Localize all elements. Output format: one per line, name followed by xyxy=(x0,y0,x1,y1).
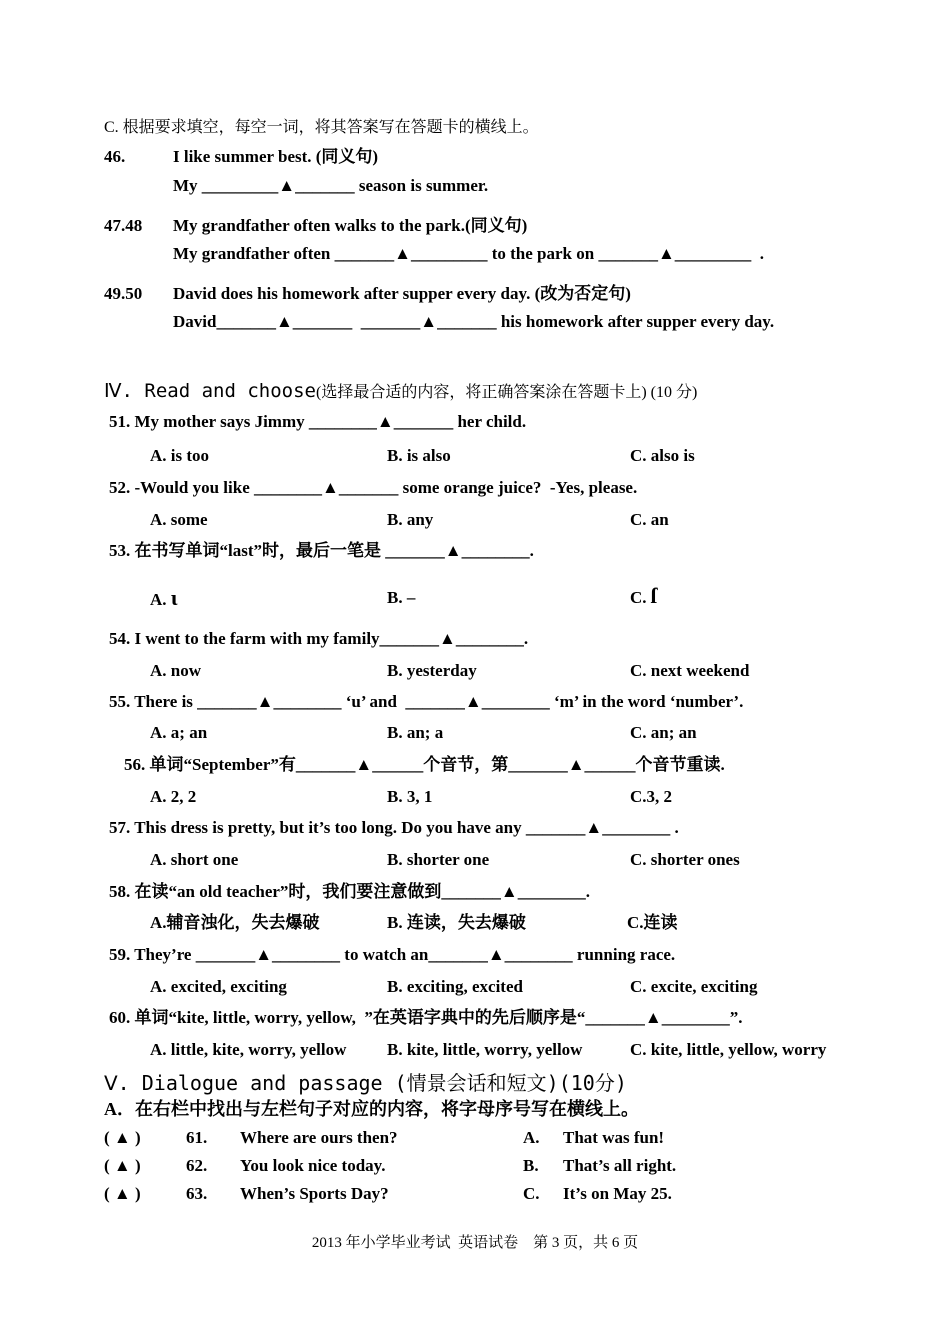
page-footer: 2013 年小学毕业考试 英语试卷 第 3 页，共 6 页 xyxy=(311,1235,639,1251)
answer-blank-61: ( ▲ ) xyxy=(104,1128,141,1147)
q55-option-c: C. an; an xyxy=(630,723,697,742)
q53-stroke-c: ſ xyxy=(650,583,657,608)
q63-number: 63. xyxy=(186,1184,208,1203)
q52-option-c: C. an xyxy=(630,510,669,529)
q53-stem: 53. 在书写单词“last”时，最后一笔是 _______▲________. xyxy=(109,541,534,560)
q4748-prompt: My grandfather often walks to the park.(同义句) xyxy=(173,216,528,235)
q54-option-a: A. now xyxy=(150,661,202,680)
answer-blank-63: ( ▲ ) xyxy=(104,1184,141,1203)
option-b-letter: B. xyxy=(523,1156,539,1175)
q54-option-b: B. yesterday xyxy=(387,661,477,680)
q59-stem: 59. They’re _______▲________ to watch an_______▲________ running race. xyxy=(109,945,676,964)
section-iv-heading-cn: (选择最合适的内容，将正确答案涂在答题卡上) (10 分) xyxy=(316,384,698,401)
option-b-response: That’s all right. xyxy=(563,1156,677,1175)
q51-option-a: A. is too xyxy=(150,446,210,465)
q57-option-a: A. short one xyxy=(150,850,239,869)
q46-number: 46. xyxy=(104,147,126,166)
q53-option-b xyxy=(387,588,415,608)
section-v-a-instruction: A．在右栏中找出与左栏句子对应的内容，将字母序号写在横线上。 xyxy=(104,1099,639,1119)
q53-option-c-label: C. xyxy=(630,588,647,607)
q53-stroke-a: ι xyxy=(170,585,178,610)
q61-sentence: Where are ours then? xyxy=(240,1128,398,1147)
q53-option-c xyxy=(630,583,657,608)
q56-option-b: B. 3, 1 xyxy=(387,787,433,806)
q4950-prompt: David does his homework after supper every day. (改为否定句) xyxy=(173,284,631,303)
q4748-answer-line: My grandfather often _______▲_________ to the park on _______▲_________ . xyxy=(173,244,765,263)
q56-stem: 56. 单词“September”有_______▲______个音节，第_______▲______个音节重读. xyxy=(124,755,725,774)
q52-option-a: A. some xyxy=(150,510,208,529)
q62-sentence: You look nice today. xyxy=(240,1156,386,1175)
q58-stem: 58. 在读“an old teacher”时，我们要注意做到_______▲________. xyxy=(109,882,591,901)
section-c-title: C. 根据要求填空，每空一词，将其答案写在答题卡的横线上。 xyxy=(104,119,539,136)
q53-option-a-label: A. xyxy=(150,590,167,609)
answer-blank-62: ( ▲ ) xyxy=(104,1156,141,1175)
q58-option-c: C.连读 xyxy=(627,913,678,932)
q60-option-c: C. kite, little, yellow, worry xyxy=(630,1040,827,1059)
q54-option-c: C. next weekend xyxy=(630,661,750,680)
q51-stem: 51. My mother says Jimmy ________▲_______ her child. xyxy=(109,412,527,431)
q58-option-b: B. 连读，失去爆破 xyxy=(387,913,526,932)
q60-option-b: B. kite, little, worry, yellow xyxy=(387,1040,583,1059)
q54-stem: 54. I went to the farm with my family_______▲________. xyxy=(109,629,529,648)
q52-stem: 52. -Would you like ________▲_______ some orange juice? -Yes, please. xyxy=(109,478,638,497)
q46-answer-line: My _________▲_______ season is summer. xyxy=(173,176,489,195)
option-a-response: That was fun! xyxy=(563,1128,665,1147)
q55-option-b: B. an; a xyxy=(387,723,444,742)
q61-number: 61. xyxy=(186,1128,208,1147)
section-v-heading: Ⅴ. Dialogue and passage (情景会话和短文)(10分) xyxy=(104,1071,627,1095)
q55-stem: 55. There is _______▲________ ‘u’ and _______▲________ ‘m’ in the word ‘number’. xyxy=(109,692,744,711)
option-c-response: It’s on May 25. xyxy=(563,1184,672,1203)
q56-option-c: C.3, 2 xyxy=(630,787,673,806)
q62-number: 62. xyxy=(186,1156,208,1175)
q46-prompt: I like summer best. (同义句) xyxy=(173,147,379,166)
q60-option-a: A. little, kite, worry, yellow xyxy=(150,1040,347,1059)
q59-option-c: C. excite, exciting xyxy=(630,977,758,996)
q4950-answer-line: David_______▲_______ _______▲_______ his homework after supper every day. xyxy=(173,312,775,331)
q55-option-a: A. a; an xyxy=(150,723,208,742)
q60-stem: 60. 单词“kite, little, worry, yellow, ”在英语字典中的先后顺序是“_______▲________”. xyxy=(109,1008,743,1027)
q59-option-a: A. excited, exciting xyxy=(150,977,287,996)
q51-option-b: B. is also xyxy=(387,446,451,465)
option-a-letter: A. xyxy=(523,1128,540,1147)
q4748-number: 47.48 xyxy=(104,216,143,235)
q59-option-b: B. exciting, excited xyxy=(387,977,523,996)
q4950-number: 49.50 xyxy=(104,284,143,303)
q63-sentence: When’s Sports Day? xyxy=(240,1184,389,1203)
q53-stroke-b: – xyxy=(406,588,416,607)
q52-option-b: B. any xyxy=(387,510,434,529)
q53-option-a xyxy=(150,585,178,610)
q57-option-b: B. shorter one xyxy=(387,850,490,869)
q57-option-c: C. shorter ones xyxy=(630,850,740,869)
section-iv-heading-en: Ⅳ. Read and choose xyxy=(104,380,316,402)
section-iv-heading xyxy=(104,381,697,403)
q57-stem: 57. This dress is pretty, but it’s too long. Do you have any _______▲________ . xyxy=(109,818,679,837)
q51-option-c: C. also is xyxy=(630,446,695,465)
option-c-letter: C. xyxy=(523,1184,540,1203)
q56-option-a: A. 2, 2 xyxy=(150,787,197,806)
q58-option-a: A.辅音浊化，失去爆破 xyxy=(150,913,320,932)
q53-option-b-label: B. xyxy=(387,588,403,607)
